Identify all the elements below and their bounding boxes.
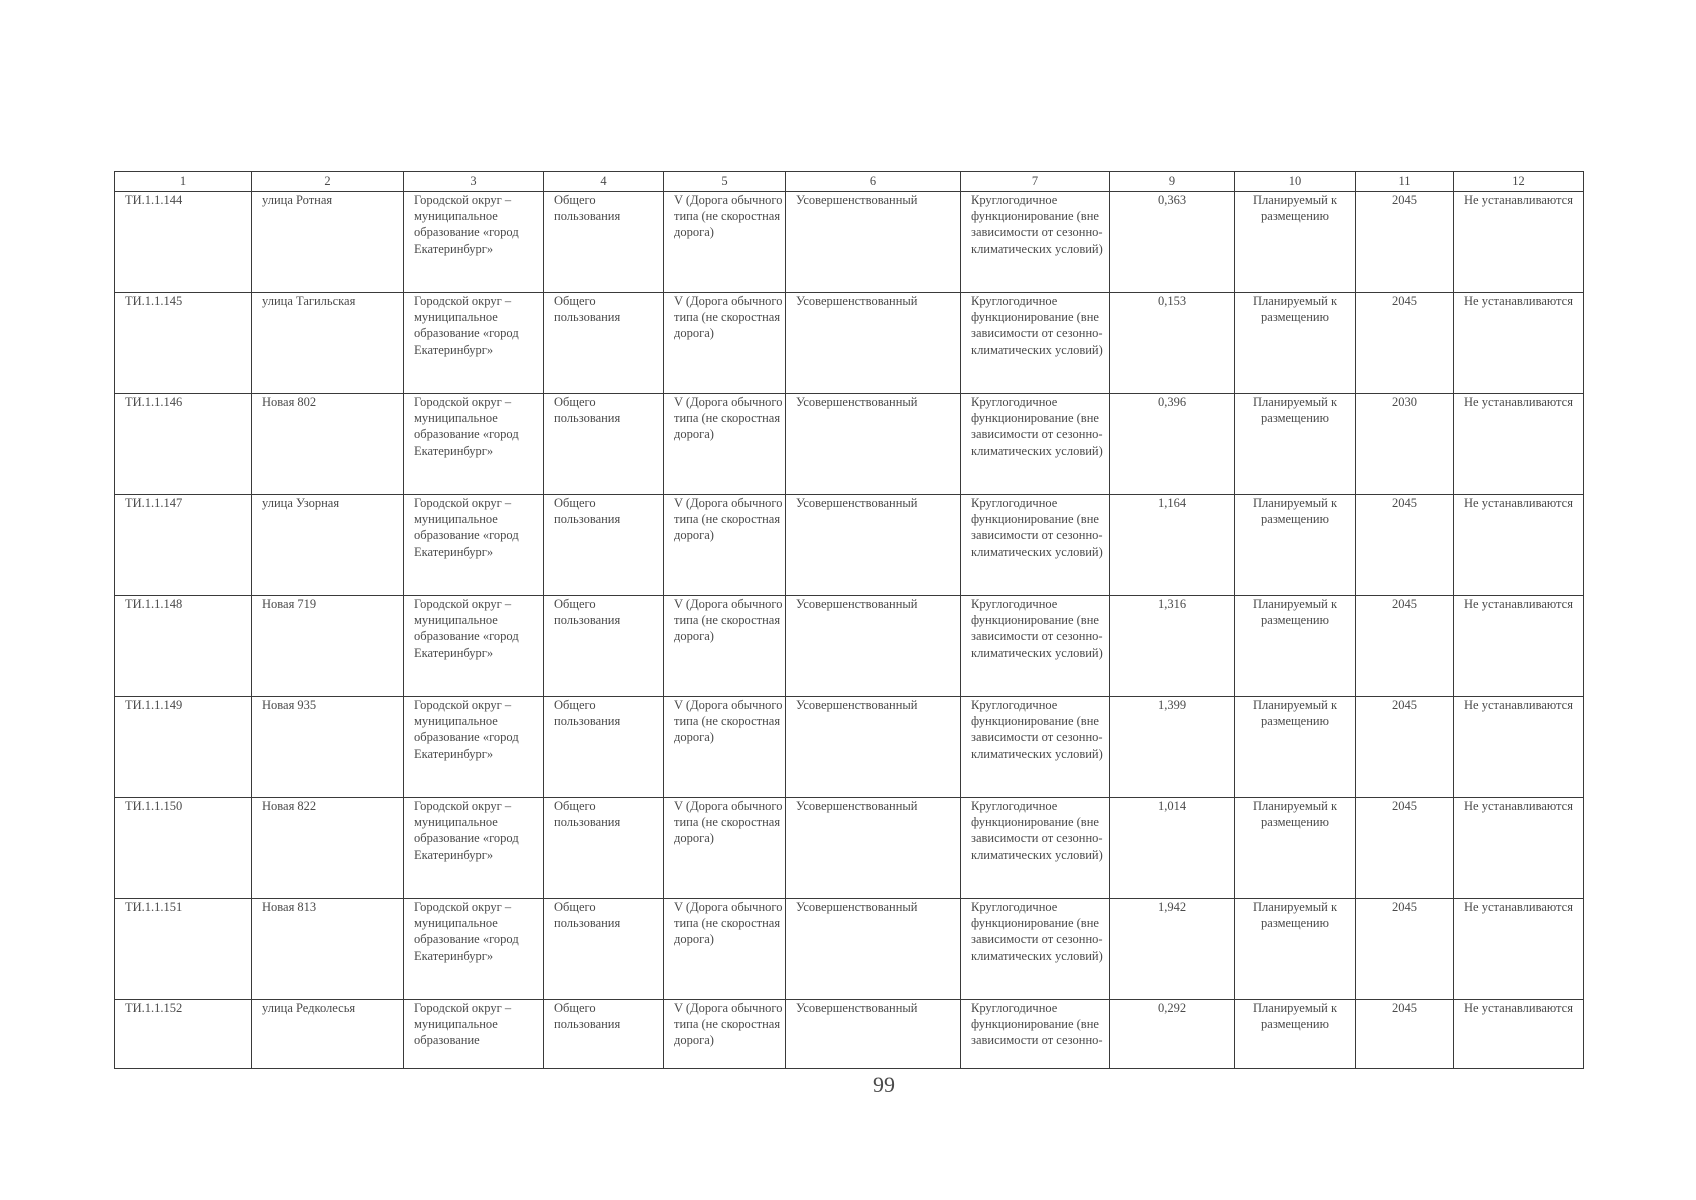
road-category-cell bbox=[664, 293, 786, 394]
object-id-cell-text: ТИ.1.1.150 bbox=[125, 799, 183, 813]
object-id-cell bbox=[115, 697, 252, 798]
road-category-cell-text: V (Дорога обычного типа (не скоростная дорога) bbox=[674, 597, 783, 644]
object-id-cell-text: ТИ.1.1.152 bbox=[125, 1001, 183, 1015]
length-cell bbox=[1110, 1000, 1235, 1069]
purpose-cell-text: Общего пользования bbox=[554, 496, 621, 527]
object-name-cell bbox=[252, 697, 404, 798]
operation-mode-cell-text: Круглогодичное функционирование (вне зависимости от сезонно-климатических условий) bbox=[971, 496, 1103, 559]
operation-mode-cell-text: Круглогодичное функционирование (вне зависимости от сезонно- bbox=[971, 1001, 1103, 1048]
municipality-cell bbox=[404, 1000, 544, 1069]
road-category-cell-text: V (Дорога обычного типа (не скоростная дорога) bbox=[674, 900, 783, 947]
year-cell-text: 2045 bbox=[1392, 900, 1417, 914]
operation-mode-cell-text: Круглогодичное функционирование (вне зависимости от сезонно-климатических условий) bbox=[971, 193, 1103, 256]
object-id-cell-text: ТИ.1.1.148 bbox=[125, 597, 183, 611]
length-cell bbox=[1110, 293, 1235, 394]
purpose-cell-text: Общего пользования bbox=[554, 900, 621, 931]
table-row bbox=[115, 495, 1584, 596]
length-cell bbox=[1110, 192, 1235, 293]
length-cell-text: 0,363 bbox=[1157, 193, 1187, 207]
object-id-cell-text: ТИ.1.1.145 bbox=[125, 294, 183, 308]
purpose-cell bbox=[544, 596, 664, 697]
operation-mode-cell bbox=[961, 394, 1110, 495]
table-body bbox=[115, 192, 1584, 1069]
object-name-cell-text: улица Тагильская bbox=[262, 294, 356, 308]
road-category-cell bbox=[664, 495, 786, 596]
zones-cell bbox=[1454, 596, 1584, 697]
object-name-cell bbox=[252, 495, 404, 596]
road-category-cell bbox=[664, 1000, 786, 1069]
operation-mode-cell bbox=[961, 293, 1110, 394]
object-name-cell bbox=[252, 798, 404, 899]
operation-mode-cell bbox=[961, 899, 1110, 1000]
municipality-cell-text: Городской округ – муниципальное образование «город Екатеринбург» bbox=[414, 496, 519, 559]
operation-mode-cell-text: Круглогодичное функционирование (вне зависимости от сезонно-климатических условий) bbox=[971, 799, 1103, 862]
length-cell bbox=[1110, 495, 1235, 596]
zones-cell bbox=[1454, 192, 1584, 293]
length-cell bbox=[1110, 697, 1235, 798]
road-category-cell bbox=[664, 697, 786, 798]
zones-cell bbox=[1454, 899, 1584, 1000]
surface-type-cell-text: Усовершенствованный bbox=[796, 597, 918, 611]
status-cell-text: Планируемый к размещению bbox=[1252, 900, 1338, 931]
year-cell bbox=[1356, 495, 1454, 596]
object-id-cell-text: ТИ.1.1.151 bbox=[125, 900, 183, 914]
object-name-cell bbox=[252, 192, 404, 293]
year-cell bbox=[1356, 798, 1454, 899]
purpose-cell bbox=[544, 495, 664, 596]
municipality-cell bbox=[404, 798, 544, 899]
object-name-cell bbox=[252, 394, 404, 495]
surface-type-cell-text: Усовершенствованный bbox=[796, 496, 918, 510]
object-id-cell bbox=[115, 192, 252, 293]
surface-type-cell bbox=[786, 293, 961, 394]
surface-type-cell bbox=[786, 394, 961, 495]
table-row bbox=[115, 697, 1584, 798]
purpose-cell bbox=[544, 798, 664, 899]
object-name-cell-text: улица Редколесья bbox=[262, 1001, 356, 1015]
zones-cell bbox=[1454, 1000, 1584, 1069]
zones-cell bbox=[1454, 293, 1584, 394]
length-cell-text: 1,942 bbox=[1157, 900, 1187, 914]
length-cell bbox=[1110, 394, 1235, 495]
municipality-cell-text: Городской округ – муниципальное образование «город Екатеринбург» bbox=[414, 395, 519, 458]
length-cell-text: 0,396 bbox=[1157, 395, 1187, 409]
header-row bbox=[115, 172, 1584, 192]
zones-cell-text: Не устанавливаются bbox=[1464, 294, 1573, 308]
status-cell-text: Планируемый к размещению bbox=[1252, 294, 1338, 325]
municipality-cell-text: Городской округ – муниципальное образование «город Екатеринбург» bbox=[414, 294, 519, 357]
zones-cell-text: Не устанавливаются bbox=[1464, 496, 1573, 510]
header-cell-2: 2 bbox=[252, 172, 404, 192]
operation-mode-cell bbox=[961, 798, 1110, 899]
purpose-cell-text: Общего пользования bbox=[554, 193, 621, 224]
length-cell-text: 1,014 bbox=[1157, 799, 1187, 813]
year-cell-text: 2045 bbox=[1392, 597, 1417, 611]
year-cell bbox=[1356, 596, 1454, 697]
zones-cell-text: Не устанавливаются bbox=[1464, 395, 1573, 409]
zones-cell bbox=[1454, 495, 1584, 596]
surface-type-cell-text: Усовершенствованный bbox=[796, 1001, 918, 1015]
object-id-cell-text: ТИ.1.1.149 bbox=[125, 698, 183, 712]
object-id-cell bbox=[115, 293, 252, 394]
page-number: 99 bbox=[873, 1072, 895, 1097]
purpose-cell-text: Общего пользования bbox=[554, 395, 621, 426]
header-cell-9: 9 bbox=[1110, 172, 1235, 192]
length-cell-text: 0,292 bbox=[1157, 1001, 1187, 1015]
municipality-cell-text: Городской округ – муниципальное образование «город Екатеринбург» bbox=[414, 597, 519, 660]
year-cell bbox=[1356, 697, 1454, 798]
object-id-cell bbox=[115, 596, 252, 697]
surface-type-cell bbox=[786, 798, 961, 899]
status-cell-text: Планируемый к размещению bbox=[1252, 698, 1338, 729]
surface-type-cell bbox=[786, 899, 961, 1000]
road-category-cell-text: V (Дорога обычного типа (не скоростная дорога) bbox=[674, 496, 783, 543]
table-row bbox=[115, 798, 1584, 899]
road-category-cell-text: V (Дорога обычного типа (не скоростная дорога) bbox=[674, 799, 783, 846]
road-category-cell bbox=[664, 899, 786, 1000]
object-name-cell bbox=[252, 1000, 404, 1069]
operation-mode-cell-text: Круглогодичное функционирование (вне зависимости от сезонно-климатических условий) bbox=[971, 294, 1103, 357]
table-row bbox=[115, 1000, 1584, 1069]
road-category-cell-text: V (Дорога обычного типа (не скоростная дорога) bbox=[674, 294, 783, 341]
purpose-cell-text: Общего пользования bbox=[554, 597, 621, 628]
header-cell-4: 4 bbox=[544, 172, 664, 192]
year-cell-text: 2045 bbox=[1392, 698, 1417, 712]
status-cell-text: Планируемый к размещению bbox=[1252, 799, 1338, 830]
table-row bbox=[115, 394, 1584, 495]
municipality-cell bbox=[404, 596, 544, 697]
road-category-cell bbox=[664, 192, 786, 293]
status-cell-text: Планируемый к размещению bbox=[1252, 193, 1338, 224]
status-cell-text: Планируемый к размещению bbox=[1252, 496, 1338, 527]
status-cell-text: Планируемый к размещению bbox=[1252, 395, 1338, 426]
object-id-cell bbox=[115, 1000, 252, 1069]
road-category-cell-text: V (Дорога обычного типа (не скоростная дорога) bbox=[674, 193, 783, 240]
object-name-cell-text: улица Ротная bbox=[262, 193, 333, 207]
status-cell bbox=[1235, 293, 1356, 394]
municipality-cell bbox=[404, 899, 544, 1000]
road-category-cell-text: V (Дорога обычного типа (не скоростная дорога) bbox=[674, 698, 783, 745]
object-name-cell-text: Новая 822 bbox=[262, 799, 317, 813]
purpose-cell bbox=[544, 697, 664, 798]
year-cell-text: 2045 bbox=[1392, 294, 1417, 308]
object-id-cell bbox=[115, 394, 252, 495]
operation-mode-cell-text: Круглогодичное функционирование (вне зависимости от сезонно-климатических условий) bbox=[971, 597, 1103, 660]
surface-type-cell bbox=[786, 1000, 961, 1069]
status-cell bbox=[1235, 192, 1356, 293]
header-cell-1: 1 bbox=[115, 172, 252, 192]
header-cell-10: 10 bbox=[1235, 172, 1356, 192]
purpose-cell-text: Общего пользования bbox=[554, 698, 621, 729]
year-cell-text: 2045 bbox=[1392, 193, 1417, 207]
surface-type-cell-text: Усовершенствованный bbox=[796, 799, 918, 813]
road-objects-table bbox=[114, 171, 1584, 1069]
year-cell-text: 2045 bbox=[1392, 799, 1417, 813]
surface-type-cell bbox=[786, 697, 961, 798]
zones-cell-text: Не устанавливаются bbox=[1464, 698, 1573, 712]
status-cell bbox=[1235, 899, 1356, 1000]
status-cell-text: Планируемый к размещению bbox=[1252, 597, 1338, 628]
zones-cell-text: Не устанавливаются bbox=[1464, 597, 1573, 611]
purpose-cell-text: Общего пользования bbox=[554, 799, 621, 830]
length-cell bbox=[1110, 899, 1235, 1000]
length-cell bbox=[1110, 596, 1235, 697]
zones-cell-text: Не устанавливаются bbox=[1464, 193, 1573, 207]
zones-cell bbox=[1454, 798, 1584, 899]
operation-mode-cell bbox=[961, 495, 1110, 596]
object-name-cell-text: Новая 802 bbox=[262, 395, 317, 409]
year-cell-text: 2045 bbox=[1392, 1001, 1417, 1015]
municipality-cell bbox=[404, 192, 544, 293]
status-cell bbox=[1235, 697, 1356, 798]
object-id-cell-text: ТИ.1.1.146 bbox=[125, 395, 183, 409]
surface-type-cell-text: Усовершенствованный bbox=[796, 395, 918, 409]
purpose-cell bbox=[544, 1000, 664, 1069]
table-row bbox=[115, 596, 1584, 697]
object-name-cell-text: Новая 719 bbox=[262, 597, 317, 611]
length-cell-text: 1,399 bbox=[1157, 698, 1187, 712]
surface-type-cell-text: Усовершенствованный bbox=[796, 294, 918, 308]
object-name-cell bbox=[252, 293, 404, 394]
municipality-cell-text: Городской округ – муниципальное образование «город Екатеринбург» bbox=[414, 799, 519, 862]
length-cell-text: 0,153 bbox=[1157, 294, 1187, 308]
object-name-cell bbox=[252, 899, 404, 1000]
purpose-cell bbox=[544, 899, 664, 1000]
municipality-cell-text: Городской округ – муниципальное образование «город Екатеринбург» bbox=[414, 193, 519, 256]
year-cell-text: 2045 bbox=[1392, 496, 1417, 510]
object-id-cell bbox=[115, 495, 252, 596]
year-cell bbox=[1356, 192, 1454, 293]
purpose-cell-text: Общего пользования bbox=[554, 1001, 621, 1032]
object-name-cell-text: Новая 935 bbox=[262, 698, 317, 712]
operation-mode-cell-text: Круглогодичное функционирование (вне зависимости от сезонно-климатических условий) bbox=[971, 698, 1103, 761]
object-id-cell-text: ТИ.1.1.144 bbox=[125, 193, 183, 207]
length-cell-text: 1,316 bbox=[1157, 597, 1187, 611]
surface-type-cell bbox=[786, 495, 961, 596]
road-category-cell-text: V (Дорога обычного типа (не скоростная дорога) bbox=[674, 1001, 783, 1048]
operation-mode-cell bbox=[961, 697, 1110, 798]
purpose-cell bbox=[544, 394, 664, 495]
municipality-cell-text: Городской округ – муниципальное образование bbox=[414, 1001, 512, 1048]
surface-type-cell bbox=[786, 192, 961, 293]
table-row bbox=[115, 293, 1584, 394]
purpose-cell bbox=[544, 192, 664, 293]
municipality-cell bbox=[404, 697, 544, 798]
object-id-cell bbox=[115, 798, 252, 899]
municipality-cell-text: Городской округ – муниципальное образование «город Екатеринбург» bbox=[414, 698, 519, 761]
zones-cell-text: Не устанавливаются bbox=[1464, 900, 1573, 914]
zones-cell-text: Не устанавливаются bbox=[1464, 1001, 1573, 1015]
municipality-cell bbox=[404, 394, 544, 495]
surface-type-cell bbox=[786, 596, 961, 697]
operation-mode-cell-text: Круглогодичное функционирование (вне зависимости от сезонно-климатических условий) bbox=[971, 395, 1103, 458]
length-cell bbox=[1110, 798, 1235, 899]
road-category-cell-text: V (Дорога обычного типа (не скоростная дорога) bbox=[674, 395, 783, 442]
table-row bbox=[115, 192, 1584, 293]
status-cell bbox=[1235, 596, 1356, 697]
header-cell-7: 7 bbox=[961, 172, 1110, 192]
header-cell-3: 3 bbox=[404, 172, 544, 192]
operation-mode-cell bbox=[961, 596, 1110, 697]
municipality-cell bbox=[404, 495, 544, 596]
surface-type-cell-text: Усовершенствованный bbox=[796, 193, 918, 207]
status-cell bbox=[1235, 495, 1356, 596]
municipality-cell bbox=[404, 293, 544, 394]
purpose-cell bbox=[544, 293, 664, 394]
header-cell-6: 6 bbox=[786, 172, 961, 192]
object-id-cell-text: ТИ.1.1.147 bbox=[125, 496, 183, 510]
year-cell bbox=[1356, 394, 1454, 495]
length-cell-text: 1,164 bbox=[1157, 496, 1187, 510]
road-category-cell bbox=[664, 798, 786, 899]
table-row bbox=[115, 899, 1584, 1000]
header-cell-12: 12 bbox=[1454, 172, 1584, 192]
purpose-cell-text: Общего пользования bbox=[554, 294, 621, 325]
zones-cell bbox=[1454, 394, 1584, 495]
object-name-cell-text: Новая 813 bbox=[262, 900, 317, 914]
object-name-cell-text: улица Узорная bbox=[262, 496, 340, 510]
municipality-cell-text: Городской округ – муниципальное образование «город Екатеринбург» bbox=[414, 900, 519, 963]
year-cell bbox=[1356, 293, 1454, 394]
zones-cell-text: Не устанавливаются bbox=[1464, 799, 1573, 813]
status-cell bbox=[1235, 798, 1356, 899]
status-cell-text: Планируемый к размещению bbox=[1252, 1001, 1338, 1032]
zones-cell bbox=[1454, 697, 1584, 798]
status-cell bbox=[1235, 1000, 1356, 1069]
object-name-cell bbox=[252, 596, 404, 697]
road-category-cell bbox=[664, 596, 786, 697]
object-id-cell bbox=[115, 899, 252, 1000]
operation-mode-cell-text: Круглогодичное функционирование (вне зависимости от сезонно-климатических условий) bbox=[971, 900, 1103, 963]
header-cell-11: 11 bbox=[1356, 172, 1454, 192]
surface-type-cell-text: Усовершенствованный bbox=[796, 900, 918, 914]
year-cell bbox=[1356, 1000, 1454, 1069]
road-category-cell bbox=[664, 394, 786, 495]
operation-mode-cell bbox=[961, 1000, 1110, 1069]
year-cell-text: 2030 bbox=[1392, 395, 1417, 409]
surface-type-cell-text: Усовершенствованный bbox=[796, 698, 918, 712]
year-cell bbox=[1356, 899, 1454, 1000]
status-cell bbox=[1235, 394, 1356, 495]
operation-mode-cell bbox=[961, 192, 1110, 293]
header-cell-5: 5 bbox=[664, 172, 786, 192]
